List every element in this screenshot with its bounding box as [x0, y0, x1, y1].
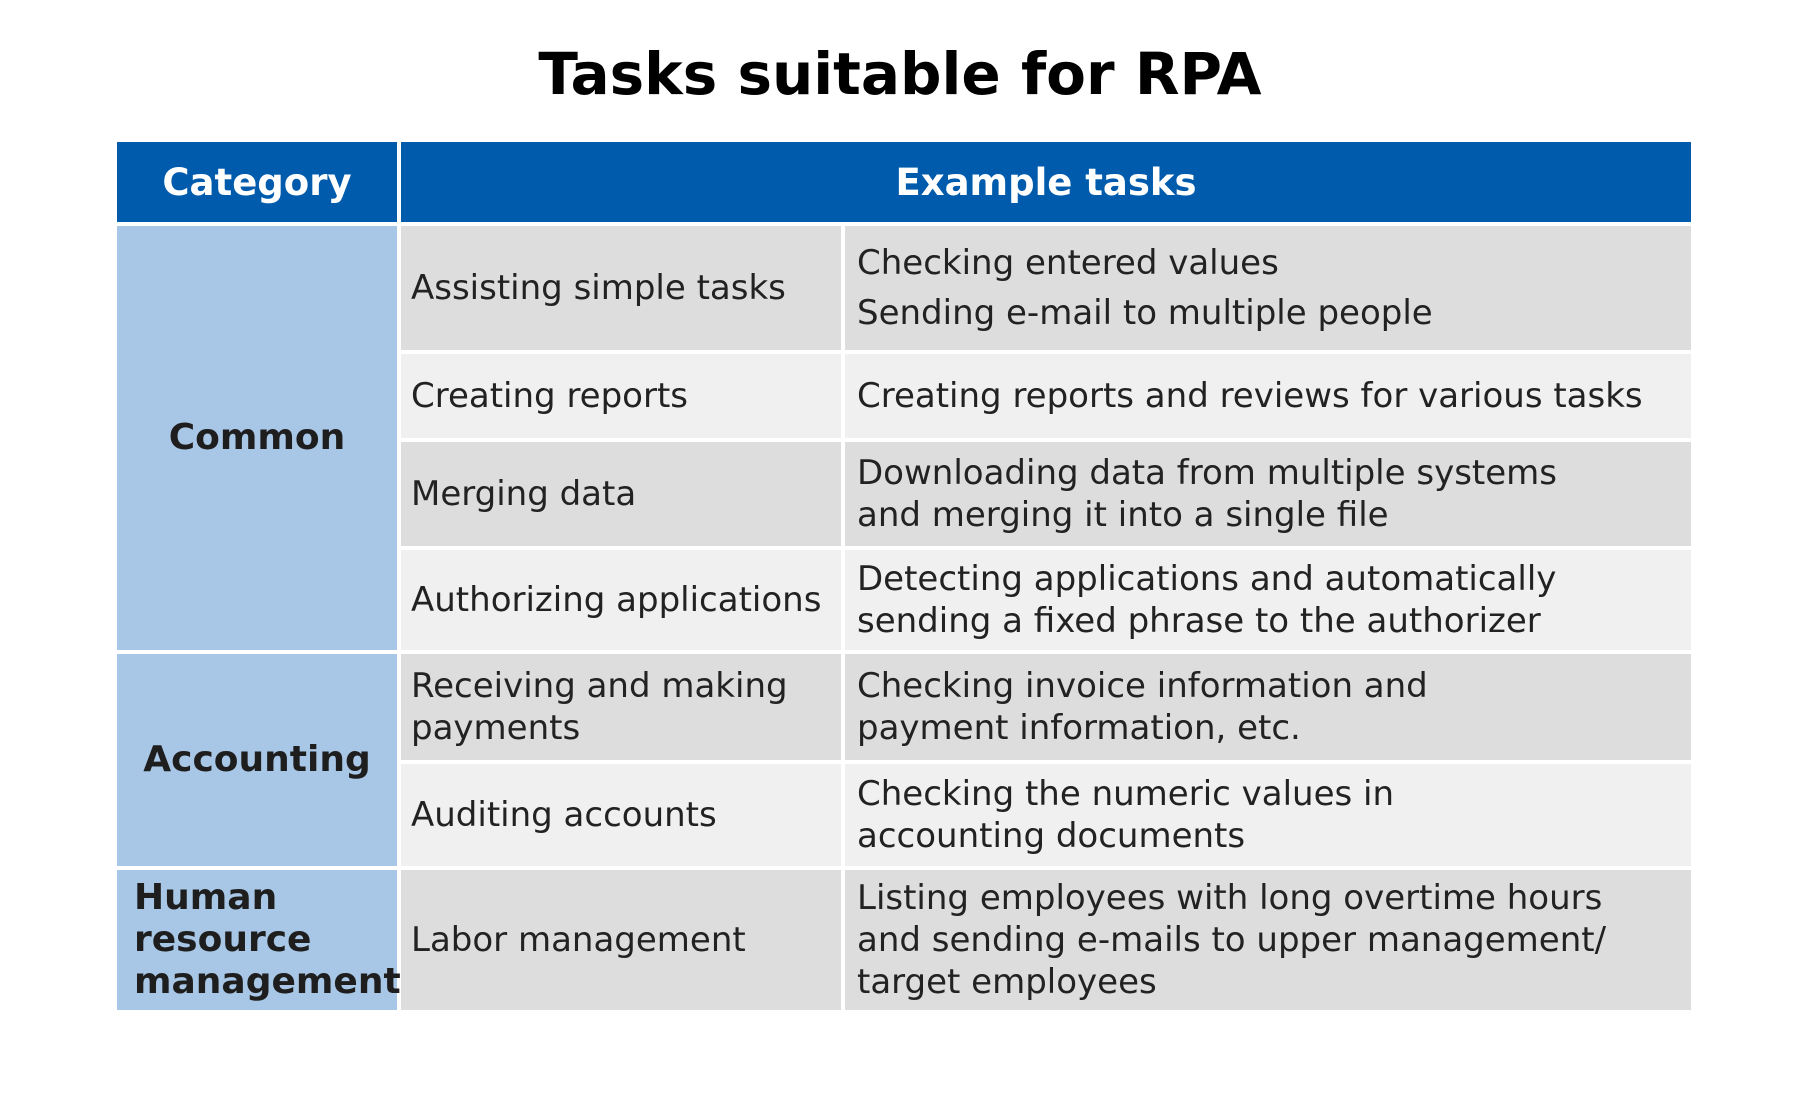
category-hr-line: resource: [134, 919, 312, 960]
header-example-tasks: Example tasks: [401, 142, 1691, 222]
page-title: Tasks suitable for RPA: [538, 40, 1262, 108]
example-line: sending a fixed phrase to the authorizer: [857, 601, 1541, 641]
category-human-resource-management: [117, 870, 401, 1010]
example-line: and sending e-mails to upper management/: [857, 920, 1607, 960]
task-line: payments: [411, 708, 581, 748]
header-category: Category: [117, 142, 397, 222]
task-cell: Merging data: [401, 442, 841, 546]
example-line: Checking entered values: [857, 243, 1279, 283]
example-line: Sending e-mail to multiple people: [857, 293, 1433, 333]
example-line: Detecting applications and automatically: [857, 559, 1557, 599]
rpa-tasks-table: [117, 142, 1691, 1010]
example-line: target employees: [857, 962, 1157, 1002]
task-cell: Assisting simple tasks: [401, 226, 841, 350]
example-cell: [845, 550, 1691, 650]
example-line: Checking the numeric values in: [857, 774, 1395, 814]
example-cell: [845, 442, 1691, 546]
example-cell: [845, 226, 1691, 350]
example-line: Listing employees with long overtime hours: [857, 878, 1603, 918]
example-line: Creating reports and reviews for various tasks: [857, 376, 1643, 416]
task-cell: Auditing accounts: [401, 764, 841, 866]
example-line: payment information, etc.: [857, 708, 1301, 748]
task-cell: [401, 654, 841, 760]
task-cell: Creating reports: [401, 354, 841, 438]
example-line: and merging it into a single file: [857, 495, 1389, 535]
example-line: accounting documents: [857, 816, 1246, 856]
example-line: Downloading data from multiple systems: [857, 453, 1557, 493]
task-cell: Labor management: [401, 870, 841, 1010]
example-line: Checking invoice information and: [857, 666, 1428, 706]
example-cell: [845, 764, 1691, 866]
task-line: Receiving and making: [411, 666, 788, 706]
example-cell: [845, 354, 1691, 438]
example-cell: [845, 870, 1691, 1010]
task-cell: Authorizing applications: [401, 550, 841, 650]
category-accounting: Accounting: [117, 654, 397, 866]
category-hr-line: Human: [134, 877, 278, 918]
example-cell: [845, 654, 1691, 760]
category-common: Common: [117, 226, 397, 650]
category-hr-line: management: [134, 961, 401, 1002]
